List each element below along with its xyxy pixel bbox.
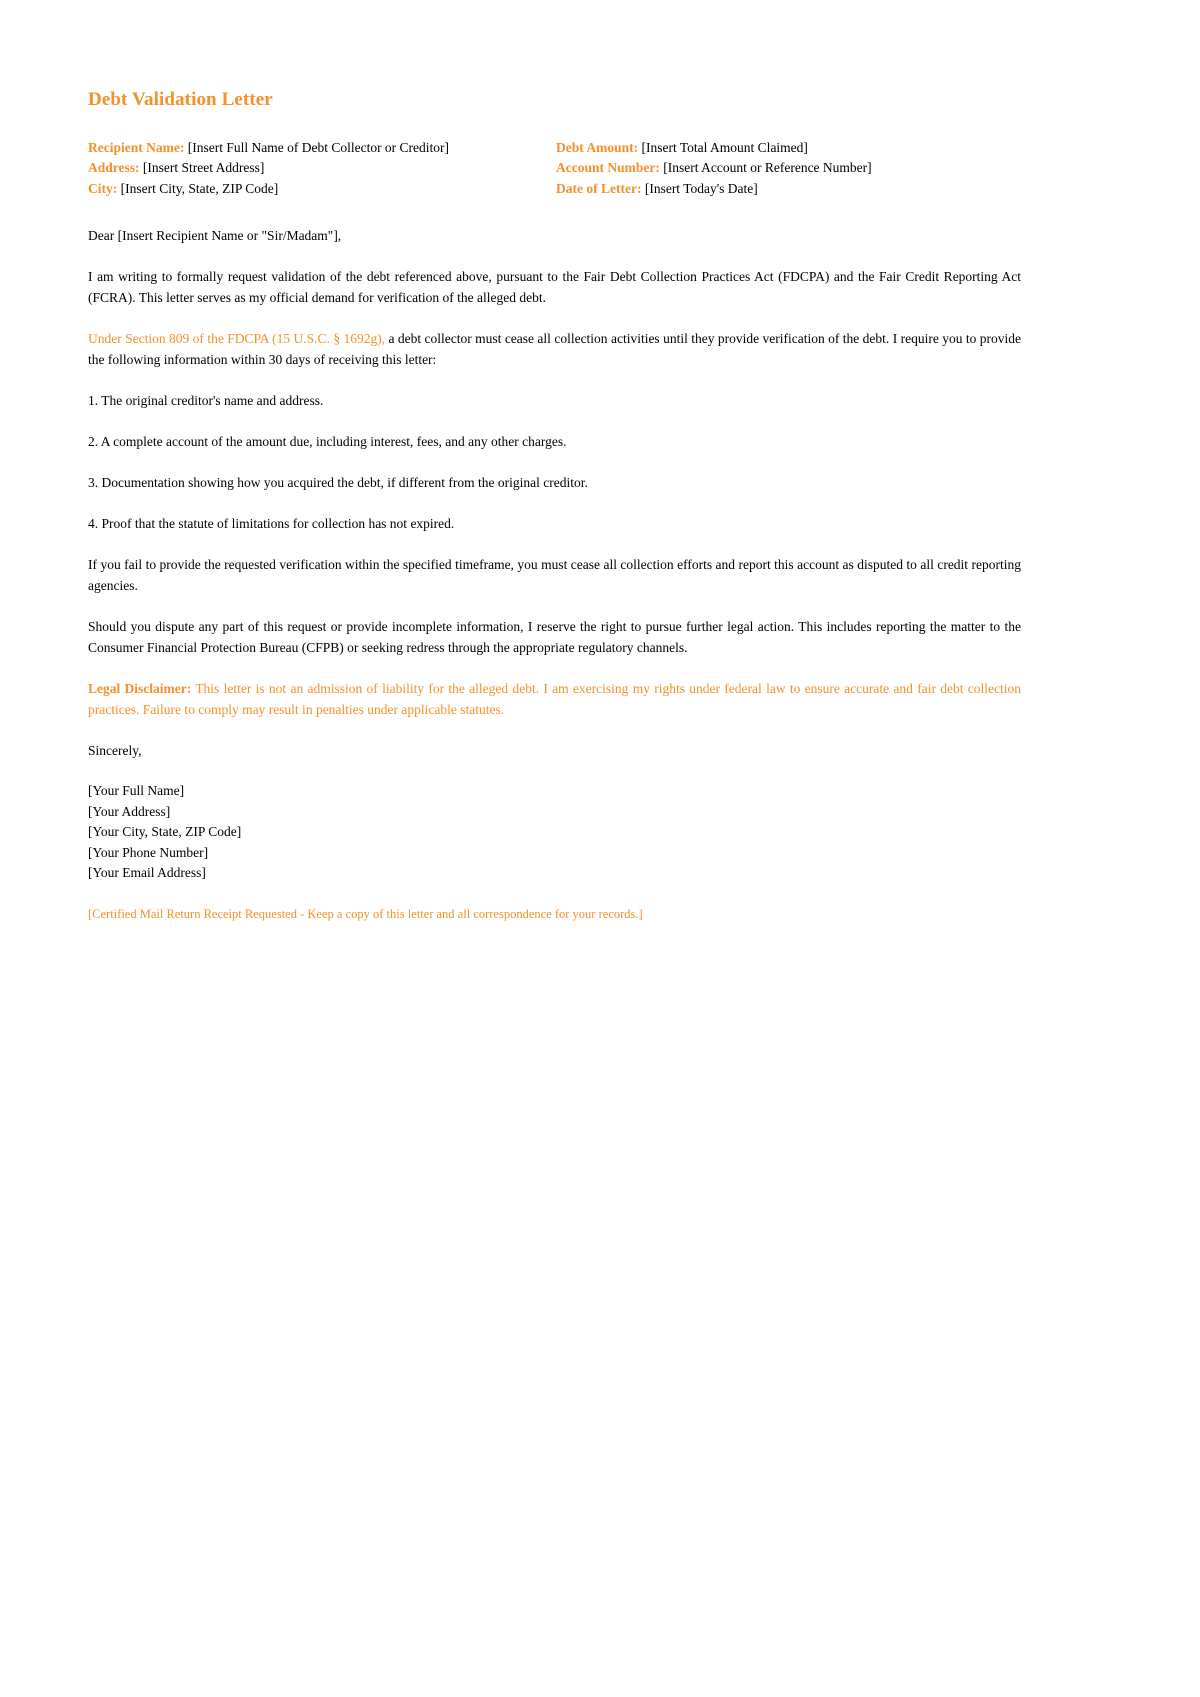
legal-disclaimer bbox=[88, 678, 1021, 720]
closing-salutation: Sincerely, bbox=[88, 743, 142, 759]
meta-value-date-of-letter: [Insert Today's Date] bbox=[644, 180, 758, 196]
signature-line-city-state-zip: [Your City, State, ZIP Code] bbox=[88, 824, 242, 840]
legal-disclaimer-text: This letter is not an admission of liability for the alleged debt. I am exercising my rights under federal law to ensure accurate and fair debt collection practices. Failure to comply may result in penalties under applicable statutes. bbox=[88, 681, 1021, 718]
paragraph-intro: I am writing to formally request validation of the debt referenced above, pursuant to the Fair Debt Collection Practices Act (FDCPA) and the Fair Credit Reporting Act (FCRA). This letter serves as my official demand for verification of the alleged debt. bbox=[88, 269, 1021, 306]
recipient-details-grid bbox=[88, 138, 1021, 200]
statute-citation: Under Section 809 of the FDCPA (15 U.S.C. § 1692g), bbox=[88, 331, 386, 347]
statute-remainder: a debt collector must cease all collection activities until they provide verification of the debt. I require you to provide the following information within 30 days of receiving this letter: bbox=[88, 331, 1021, 368]
recipient-details-right-column bbox=[556, 138, 1021, 200]
signature-block bbox=[88, 781, 1021, 884]
meta-value-city: [Insert City, State, ZIP Code] bbox=[120, 180, 279, 196]
signature-line-address: [Your Address] bbox=[88, 803, 171, 819]
recipient-details-left-column bbox=[88, 138, 556, 200]
meta-value-address: [Insert Street Address] bbox=[142, 160, 265, 176]
meta-label-debt-amount: Debt Amount: bbox=[556, 139, 639, 155]
meta-label-address: Address: bbox=[88, 160, 140, 176]
meta-row-account-number bbox=[556, 158, 1021, 179]
legal-disclaimer-label: Legal Disclaimer: bbox=[88, 681, 192, 697]
meta-row-city bbox=[88, 179, 556, 200]
meta-row-address bbox=[88, 158, 556, 179]
paragraph-dispute: Should you dispute any part of this request or provide incomplete information, I reserve the right to pursue further legal action. This includes reporting the matter to the Consumer Financial Protection Bureau (CFPB) or seeking redress through the appropriate regulatory channels. bbox=[88, 619, 1021, 656]
request-item-3: 3. Documentation showing how you acquired the debt, if different from the original creditor. bbox=[88, 475, 588, 491]
request-item-1: 1. The original creditor's name and address. bbox=[88, 393, 324, 409]
paragraph-statute bbox=[88, 328, 1021, 370]
request-item-4: 4. Proof that the statute of limitations for collection has not expired. bbox=[88, 516, 455, 532]
signature-line-full-name: [Your Full Name] bbox=[88, 783, 185, 799]
meta-label-date-of-letter: Date of Letter: bbox=[556, 180, 642, 196]
meta-label-recipient-name: Recipient Name: bbox=[88, 139, 185, 155]
signature-line-phone-number: [Your Phone Number] bbox=[88, 844, 209, 860]
meta-label-city: City: bbox=[88, 180, 118, 196]
page-title: Debt Validation Letter bbox=[88, 89, 273, 110]
meta-value-recipient-name: [Insert Full Name of Debt Collector or Creditor] bbox=[187, 139, 450, 155]
certified-mail-note: [Certified Mail Return Receipt Requested - Keep a copy of this letter and all correspondence for your records.] bbox=[88, 906, 643, 921]
signature-line-email-address: [Your Email Address] bbox=[88, 865, 206, 881]
meta-value-debt-amount: [Insert Total Amount Claimed] bbox=[641, 139, 808, 155]
meta-row-debt-amount bbox=[556, 138, 1021, 159]
paragraph-failure-to-provide: If you fail to provide the requested verification within the specified timeframe, you must cease all collection efforts and report this account as disputed to all credit reporting agencies. bbox=[88, 557, 1021, 594]
meta-label-account-number: Account Number: bbox=[556, 160, 660, 176]
request-item-2: 2. A complete account of the amount due, including interest, fees, and any other charges. bbox=[88, 434, 567, 450]
salutation: Dear [Insert Recipient Name or "Sir/Madam"], bbox=[88, 228, 342, 244]
meta-row-date-of-letter bbox=[556, 179, 1021, 200]
meta-row-recipient-name bbox=[88, 138, 556, 159]
meta-value-account-number: [Insert Account or Reference Number] bbox=[663, 160, 872, 176]
